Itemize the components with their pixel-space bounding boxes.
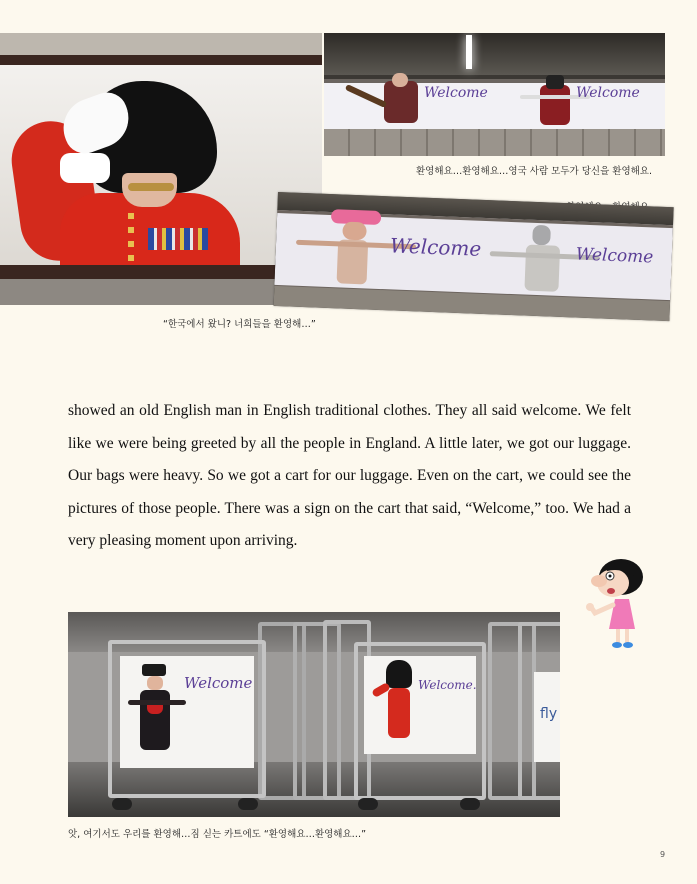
body-paragraph: showed an old English man in English traditional clothes. They all said welcome. We felt like we were being greeted by all the people in England. A little later, we got our luggage. Our bags were heavy. So we got a cart for our luggage. Even on the cart, we could see the pictures of those people. There was a sign on the cart that said, “Welcome,” too. We had a very pleasing moment upon arriving. [68,402,631,549]
carts-photo [68,612,560,817]
cart-welcome-2: Welcome. [418,678,477,692]
guard-photo-caption: “한국에서 왔니? 너희들을 환영해…” [163,319,316,330]
cart-fly-text: fly [540,706,558,722]
carts-photo-caption: 앗, 여기서도 우리를 환영해…짐 싣는 카트에도 “환영해요…환영해요…” [68,829,367,840]
corridor-photo-caption: 환영해요…환영해요…영국 사람 모두가 당신을 환영해요. [416,166,652,177]
cart-welcome-1: Welcome [184,674,253,692]
cartoon-girl-icon [583,557,651,652]
banner-welcome-1: Welcome [389,233,482,261]
corridor-welcome-2: Welcome [576,85,640,101]
guard-photo [0,33,322,305]
banner-welcome-2: Welcome [575,244,654,268]
banner-photo [274,192,674,321]
corridor-photo [324,33,665,156]
corridor-welcome-1: Welcome [424,85,488,101]
page-number: 9 [660,850,666,859]
